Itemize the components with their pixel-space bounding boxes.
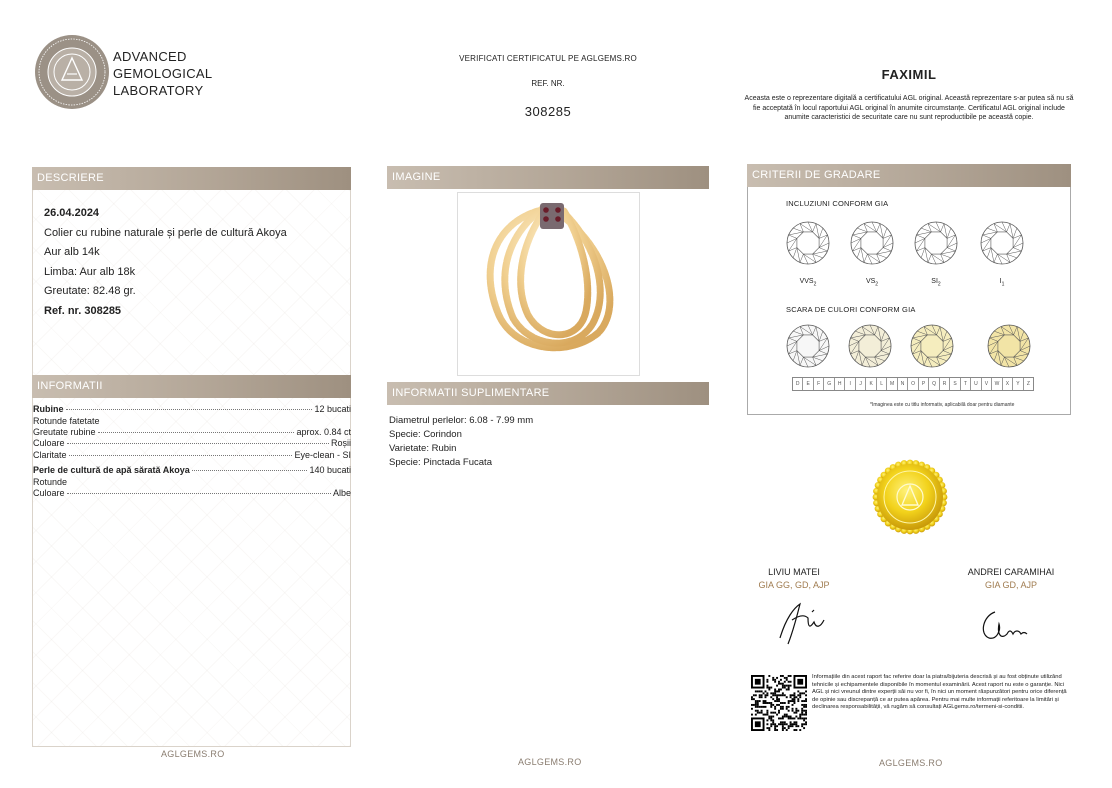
color-diagram-icon: [786, 324, 830, 368]
section-header-informatii: INFORMATII: [32, 375, 351, 398]
dot-leader: [98, 432, 295, 433]
info-key: Greutate rubine: [33, 427, 96, 437]
clarity-diagram-icon: [786, 221, 830, 265]
info-value: 140 bucati: [309, 465, 351, 475]
color-grade-cell: Y: [1013, 378, 1023, 390]
clarity-grade: I: [999, 278, 1002, 285]
agl-logo-seal-icon: [34, 34, 110, 110]
section-header-imagine: IMAGINE: [387, 166, 709, 189]
info-key: Rotunde fatetate: [33, 416, 100, 426]
color-diagram-icon: [848, 324, 892, 368]
signature-block-1: [724, 567, 864, 590]
clarity-diagram-icon: [980, 221, 1024, 265]
clarity-grade: VS: [865, 278, 876, 285]
faximil-note: Aceasta este o reprezentare digitală a certificatului AGL original. Această reprezentare s-ar putea să nu să fie acceptată în locul raportului AGL original în anumite circumstanțe. Certificatul AGL original include anumite caracteristici de securitate care nu sunt reproductibile pe această copie.: [744, 95, 1074, 121]
color-grade-cell: D: [793, 378, 803, 390]
section-header-descriere: DESCRIERE: [32, 167, 351, 190]
limba: Limba: Aur alb 18k: [44, 265, 136, 278]
footer-website: AGLGEMS.RO: [518, 757, 582, 767]
dot-leader: [66, 409, 313, 410]
inclusions-title: INCLUZIUNI CONFORM GIA: [786, 199, 889, 208]
pearl-diameter: Diametrul perlelor: 6.08 - 7.99 mm: [389, 415, 534, 426]
clarity-grade-sub: 2: [813, 281, 817, 288]
info-row: [33, 416, 351, 428]
color-grade-cell: M: [887, 378, 897, 390]
lab-name-line: ADVANCED: [113, 49, 187, 64]
color-grade-cell: S: [950, 378, 960, 390]
section-header-criterii: CRITERII DE GRADARE: [747, 164, 1071, 187]
color-grade-cell: O: [908, 378, 918, 390]
color-grade-cell: R: [940, 378, 950, 390]
info-key: Rotunde: [33, 477, 68, 487]
info-value: 12 bucati: [314, 404, 351, 414]
section-header-suplimentare: INFORMATII SUPLIMENTARE: [387, 382, 709, 405]
dot-leader: [192, 470, 308, 471]
color-grade-cell: U: [971, 378, 981, 390]
clarity-grade-label: [850, 278, 894, 287]
report-date: 26.04.2024: [44, 207, 100, 219]
footer-website: AGLGEMS.RO: [879, 758, 943, 768]
legal-disclaimer: Informațiile din acest raport fac referire doar la piatra/bijuteria descrisă și au fost obținute utilizând tehnicile și echipamentele disponibile în momentul examinării. Acest raport nu este o garanție. Nici AGL și nici vreunul dintre experții săi nu vor fi, în nici un moment răspunzători pentru orice diferență de opinie sau discrepanță ce ar putea apărea. Pentru mai multe informații referitoare la limitări și declinarea responsabilității, vă rugăm să consultați AGLgems.ro/termeni-si-conditii.: [812, 674, 1067, 711]
color-grade-cell: W: [992, 378, 1002, 390]
color-grade-cell: K: [866, 378, 876, 390]
info-key: Culoare: [33, 488, 65, 498]
dot-leader: [67, 443, 329, 444]
clarity-diagram-icon: [914, 221, 958, 265]
info-value: Eye-clean - SI: [294, 450, 351, 460]
clarity-grade-sub: 1: [1001, 281, 1005, 288]
color-grade-cell: Q: [929, 378, 939, 390]
color-grade-cell: N: [898, 378, 908, 390]
ref-label: REF. NR.: [531, 79, 565, 88]
clarity-diagram-icon: [850, 221, 894, 265]
color-grade-cell: T: [961, 378, 971, 390]
clarity-grade-label: [980, 278, 1024, 287]
faximil-title: FAXIMIL: [881, 67, 937, 82]
color-grade-cell: V: [982, 378, 992, 390]
info-row: [33, 488, 351, 500]
certificate-reference: [420, 54, 676, 119]
info-row: [33, 450, 351, 462]
color-grade-cell: G: [824, 378, 834, 390]
color-diagram-icon: [910, 324, 954, 368]
lab-name: [113, 48, 212, 99]
signature-block-2: [941, 567, 1081, 590]
grading-footnote: *Imaginea este cu titlu informativ, aplicabilă doar pentru diamante: [870, 402, 1015, 408]
color-grade-cell: E: [803, 378, 813, 390]
dot-leader: [67, 493, 331, 494]
info-row: [33, 427, 351, 439]
signer-credentials: GIA GG, GD, AJP: [758, 580, 830, 590]
ref-nr: Ref. nr. 308285: [44, 304, 122, 317]
info-value: Albe: [332, 488, 351, 498]
variety: Varietate: Rubin: [389, 443, 457, 454]
color-grade-cell: I: [845, 378, 855, 390]
color-grade-cell: H: [835, 378, 845, 390]
pearl-species: Specie: Pinctada Fucata: [389, 457, 492, 468]
weight: Greutate: 82.48 gr.: [44, 285, 136, 297]
color-grade-cell: F: [814, 378, 824, 390]
description-block: [44, 204, 344, 321]
color-scale-title: SCARA DE CULORI CONFORM GIA: [786, 305, 916, 314]
signature-andrei-caramihai: [975, 604, 1031, 646]
color-grade-cell: L: [877, 378, 887, 390]
info-row: [33, 465, 351, 477]
item-description: Colier cu rubine naturale și perle de cultură Akoya: [44, 226, 287, 239]
signer-name: ANDREI CARAMIHAI: [967, 567, 1055, 577]
info-row: [33, 404, 351, 416]
color-scale-bar: [792, 377, 1034, 391]
signature-liviu-matei: [774, 598, 834, 648]
info-key: Culoare: [33, 438, 65, 448]
info-value: Roșii: [330, 438, 351, 448]
info-row: [33, 438, 351, 450]
metal: Aur alb 14k: [44, 246, 100, 258]
info-key: Perle de cultură de apă sărată Akoya: [33, 465, 190, 475]
footer-website: AGLGEMS.RO: [161, 749, 225, 759]
clarity-grade-label: [914, 278, 958, 287]
color-grade-cell: J: [856, 378, 866, 390]
signer-credentials: GIA GD, AJP: [984, 580, 1038, 590]
clarity-grade-sub: 2: [937, 281, 941, 288]
pearl-necklace-image: [458, 193, 639, 375]
clarity-grade-sub: 2: [875, 281, 879, 288]
info-key: Claritate: [33, 450, 67, 460]
agl-gold-seal-icon: [872, 459, 948, 535]
species: Specie: Corindon: [389, 429, 462, 440]
lab-name-line: GEMOLOGICAL: [113, 66, 213, 81]
supplementary-info: [389, 414, 705, 470]
qr-code-icon[interactable]: [751, 675, 807, 731]
clarity-grade: VVS: [799, 278, 814, 285]
clarity-grade: SI: [931, 278, 938, 285]
ref-number: 308285: [524, 104, 572, 119]
info-key: Rubine: [33, 404, 64, 414]
color-grade-cell: P: [919, 378, 929, 390]
clarity-grade-label: [786, 278, 830, 287]
color-diagram-icon: [987, 324, 1031, 368]
info-value: aprox. 0.84 ct: [296, 427, 351, 437]
dot-leader: [69, 455, 293, 456]
product-image: [457, 192, 640, 376]
lab-name-line: LABORATORY: [113, 83, 204, 98]
signer-name: LIVIU MATEI: [768, 567, 820, 577]
color-grade-cell: X: [1003, 378, 1013, 390]
info-row: [33, 477, 351, 489]
verify-link-text: VERIFICATI CERTIFICATUL PE AGLGEMS.RO: [459, 54, 637, 63]
color-grade-cell: Z: [1026, 381, 1030, 387]
